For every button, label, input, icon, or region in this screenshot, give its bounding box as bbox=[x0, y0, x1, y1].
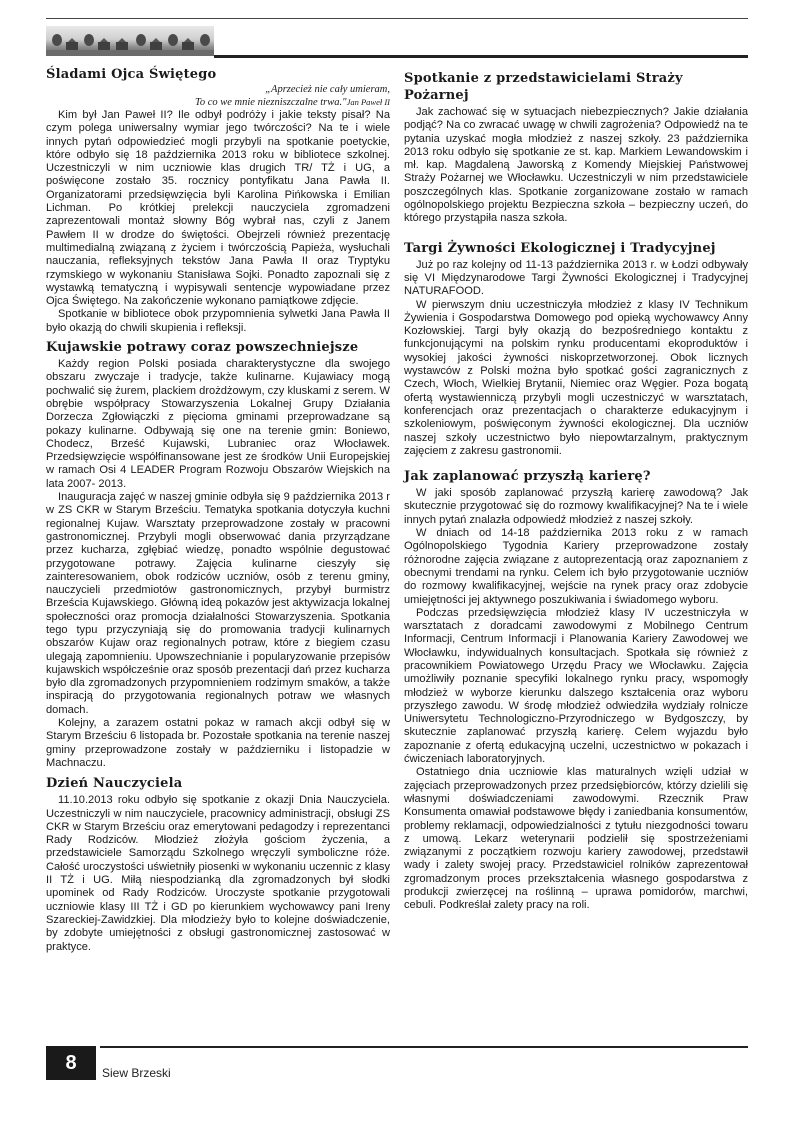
article-straz-pozarna bbox=[404, 70, 748, 226]
paragraph: W jaki sposób zaplanować przyszłą karierę zawodową? Jak skutecznie przygotować się do rozmowy kwalifikacyjnej? Na te i wiele innych pytań znalazła odpowiedź młodzież z naszej szkoły. bbox=[404, 487, 748, 526]
paragraph: Każdy region Polski posiada charakterystyczne dla swojego obszaru zwyczaje i tradycje, także kulinarne. Kujawiacy mogą pochwalić się żurem, plackiem drożdżowym, czy kluskami z serem. W obrębie współpracy Stowarzyszenia Lokalnej Grupy Działania Dorzecza Zgłowiączki z pięcioma gminami przeprowadzane są pokazy kulinarne. Odbywają się one na terenie gmin: Boniewo, Chodecz, Brześć Kujawski, Lubraniec oraz Włocławek. Przedsięwzięcie współfinansowane jest ze środków Unii Europejskiej w ramach Osi 4 LEADER Program Rozwoju Obszarów Wiejskich na lata 2007- 2013. bbox=[46, 358, 390, 490]
paragraph: Już po raz kolejny od 11-13 października 2013 r. w Łodzi odbywały się VI Międzynarodowe Targi Żywności Ekologicznej i Tradycyjnej NATURAFOOD. bbox=[404, 258, 748, 298]
paragraph: Kim był Jan Paweł II? Ile odbył podróży i jakie teksty pisał? Na czym polega uniwersalny wymiar jego twórczości? Na te i wiele innych pytań odpowiedzieć mogli przybyli na spotkanie poetyckie, które odbyło się 18 października 2013 roku w bibliotece szkolnej. Uczestniczyli w nim uczniowie klas drugich TR/ TŻ i UG, a poświęcone zostało 35. rocznicy pontyfikatu Jana Pawła II. Organizatorami przedsięwzięcia byli Karolina Pińkowska i Emilian Lichman. Po krótkiej prelekcji nauczyciela zgromadzeni zaprezentowali montaż słowny Bóg wybrał nas, czyli z Janem Pawłem II w drodze do świętości. Obejrzeli również prezentację multimedialną związaną z życiem i twórczością Papieża, wysłuchali nauczania, refleksyjnych tekstów Jana Pawła II oraz Tryptyku rzymskiego w wykonaniu Stanisława Sojki. Ponadto zapoznali się z wystawką tematyczną i wypisywali sentencje wypowiadane przez Ojca Świętego. Na zakończenie wykonano pamiątkowe zdjęcie. bbox=[46, 109, 390, 308]
epigraph-line: „Aprzecież nie cały umieram, bbox=[265, 84, 390, 95]
paragraph: Ostatniego dnia uczniowie klas maturalnych wzięli udział w zajęciach przeprowadzonych przez przedsiębiorców, którzy dzielili się własnymi doświadczeniami zawodowymi. Rzecznik Praw Konsumenta omawiał podstawowe błędy i zaniedbania konsumentów, problemy reklamacji, odpowiedzialności z tytułu niezgodności towaru z umową. Lekarz weterynarii podzielił się spostrzeżeniami związanymi z początkiem rozwoju kariery zawodowej, przedstawił wady i zalety swojej pracy. Przedstawiciel rolników zaprezentował zgromadzonym proces przekształcenia własnego gospodarstwa z produkcji zwierzęcej na roślinną – uprawa pomidorów, marchwi, cebuli. Podkreślał zalety pracy na roli. bbox=[404, 766, 748, 912]
paragraph: W pierwszym dniu uczestniczyła młodzież z klasy IV Technikum Żywienia i Gospodarstwa Domowego pod opieką wychowawcy Anny Kozłowskiej. Targi były okazją do bezpośredniego kontaktu z funkcjonującymi na polskim rynku producentami ekoproduktów i wysokiej jakości żywności niskoprzetworzonej. Obok licznych wystawców z Polski można było spotkać gości zagranicznych z Czech, Włoch, Wielkiej Brytanii, Niemiec oraz Węgier. Poza bogatą ofertą wystawienniczą przybyli mogli uczestniczyć w warsztatach, konferencjach oraz prezentacjach o charakterze edukacyjnym i szkoleniowym, poświęconym żywności ekologicznej. Dla uczniów naszej szkoły uczestnictwo było niepowtarzalnym, praktycznym zajęciem z zakresu gastronomii. bbox=[404, 298, 748, 457]
article-sladami bbox=[46, 66, 390, 335]
article-title: Jak zaplanować przyszłą karierę? bbox=[404, 469, 651, 485]
article-targi bbox=[404, 240, 748, 458]
paragraph: Inauguracja zajęć w naszej gminie odbyła się 9 października 2013 r w ZS CKR w Starym Brześciu. Tematyka spotkania dotyczyła kuchni regionalnej Kujaw. Warsztaty przeprowadzone zostały w pracowni gastronomicznej. Przybyli mogli obserwować dania przyrządzane przez kucharza, zgłębiać wiedzę, ponadto wspólnie degustować przygotowane potrawy. Zajęcia kulinarne cieszyły się zainteresowaniem, obok rodziców uczniów, osób z terenu gminy, nauczycieli przedmiotów gastronomicznych, przybył burmistrz Brześcia Kujawskiego. Główną ideą pokazów jest aktywizacja lokalnej społeczności oraz promocja działalności Stowarzyszenia. Spotkania tego typu przyczyniają się do promowania tradycji kulinarnych obszarów Kujaw oraz regionalnych potraw, które z biegiem czasu ulegają zapomnieniu. Upowszechnianie i popularyzowanie przepisów kujawskich współcześnie oraz sposób prezentacji dań przez kucharza było dla zgromadzonych przypomnieniem rodzimym smaków, a także inspiracją do przygotowania regionalnych potraw we własnych domach. bbox=[46, 491, 390, 716]
header-village-image bbox=[46, 26, 214, 56]
article-dzien-nauczyciela bbox=[46, 775, 390, 954]
publication-title: Siew Brzeski bbox=[102, 1066, 171, 1080]
article-title: Śladami Ojca Świętego bbox=[46, 67, 217, 82]
header-rule-thick bbox=[214, 55, 748, 58]
article-title: Kujawskie potrawy coraz powszechniejsze bbox=[46, 340, 359, 356]
article-title: Spotkanie z przedstawicielami Straży Pożarnej bbox=[404, 71, 683, 103]
article-title: Targi Żywności Ekologicznej i Tradycyjnej bbox=[404, 240, 716, 256]
epigraph-author: Jan Paweł II bbox=[346, 97, 390, 107]
header-rule-thin bbox=[46, 18, 748, 19]
paragraph: Jak zachować się w sytuacjach niebezpiecznych? Jakie działania podjąć? Na co zwracać uwagę w chwili zagrożenia? Odpowiedź na te pytania uzyskać mogła młodzież z naszej szkoły. 23 października 2013 roku odbyło się spotkanie ze st. kap. Markiem Lewandowskim i mł. kap. Magdaleną Jaworską z Komendy Miejskiej Państwowej Straży Pożarnej we Włocławku. Uczestniczyli w nim przedstawiciele poszczególnych klas. Spotkanie zorganizowane zostało w ramach ogólnopolskiego projektu Bezpieczna szkoła – bezpieczny uczeń, do którego przystąpiła nasza szkoła. bbox=[404, 106, 748, 225]
paragraph: Podczas przedsięwzięcia młodzież klasy IV uczestniczyła w warsztatach z doradcami zawodowymi z Mobilnego Centrum Informacji, Centrum Informacji i Planowania Kariery Zawodowej we Włocławku, indywidualnych konsultacjach. Spotkała się również z pracownikiem Powiatowego Urzędu Pracy we Włocławku. Zajęcia umożliwiły poznanie specyfiki lokalnego rynku pracy, wspomogły młodzież w wyborze kierunku dalszego kształcenia oraz wyboru przyszłego zawodu. W środę młodzież odwiedziła wydziały rolnicze Uniwersytetu Technologiczno-Przyrodniczego w Bydgoszczy, by skutecznie zaplanować przyszłą karierę. Celem wyjazdu było zapoznanie z ofertą edukacyjną uczelni, uczestnictwo w pokazach i ćwiczeniach laboratoryjnych. bbox=[404, 606, 748, 766]
left-column bbox=[46, 66, 390, 954]
page-number: 8 bbox=[46, 1046, 96, 1080]
footer-rule bbox=[100, 1046, 748, 1048]
paragraph: 11.10.2013 roku odbyło się spotkanie z okazji Dnia Nauczyciela. Uczestniczyli w nim nauczyciele, pracownicy administracji, obsługi ZS CKR w Starym Brześciu oraz emerytowani pedagodzy i reprezentanci Rady Rodziców. Młodzież złożyła gościom życzenia, a przedstawiciele Samorządu Szkolnego wręczyli symboliczne róże. Całość uroczystości uświetniły piosenki w wykonaniu uczennic z klasy II TŻ i UG. Miłą niespodzianką dla zgromadzonych był słodki upominek od Rady Rodziców. Uroczyste spotkanie przygotowali uczniowie klasy III TŻ i GD po kierunkiem wychowawcy pani Ireny Szareckiej-Zawidzkiej. Dla młodzieży było to kolejne doświadczenie, by zdobyte umiejętności z obsługi gastronomicznej zastosować w praktyce. bbox=[46, 794, 390, 953]
epigraph-line: To co we mnie niezniszczalne trwa." bbox=[194, 97, 347, 108]
paragraph: Kolejny, a zarazem ostatni pokaz w ramach akcji odbył się w Starym Brześciu 6 listopada br. Pozostałe spotkania na terenie naszej gminy przeprowadzone zostały w październiku i listopadzie w Machnaczu. bbox=[46, 717, 390, 769]
epigraph bbox=[46, 83, 390, 109]
paragraph: Spotkanie w bibliotece obok przypomnienia sylwetki Jana Pawła II było okazją do chwili skupienia i refleksji. bbox=[46, 308, 390, 334]
article-title: Dzień Nauczyciela bbox=[46, 776, 183, 792]
right-column bbox=[404, 70, 748, 913]
article-kariera bbox=[404, 468, 748, 913]
paragraph: W dniach od 14-18 października 2013 roku z w ramach Ogólnopolskiego Tygodnia Kariery przeprowadzone zostały różnorodne zajęcia związane z autoprezentacją oraz zapoznaniem z obecnymi trendami na rynku. Celem ich było przygotowanie uczniów do rozmowy kwalifikacyjnej, wejście na rynek pracy oraz zdobycie umiejętności jej aktywnego poszukiwania i świadomego wyboru. bbox=[404, 527, 748, 606]
article-kujawskie bbox=[46, 339, 390, 770]
